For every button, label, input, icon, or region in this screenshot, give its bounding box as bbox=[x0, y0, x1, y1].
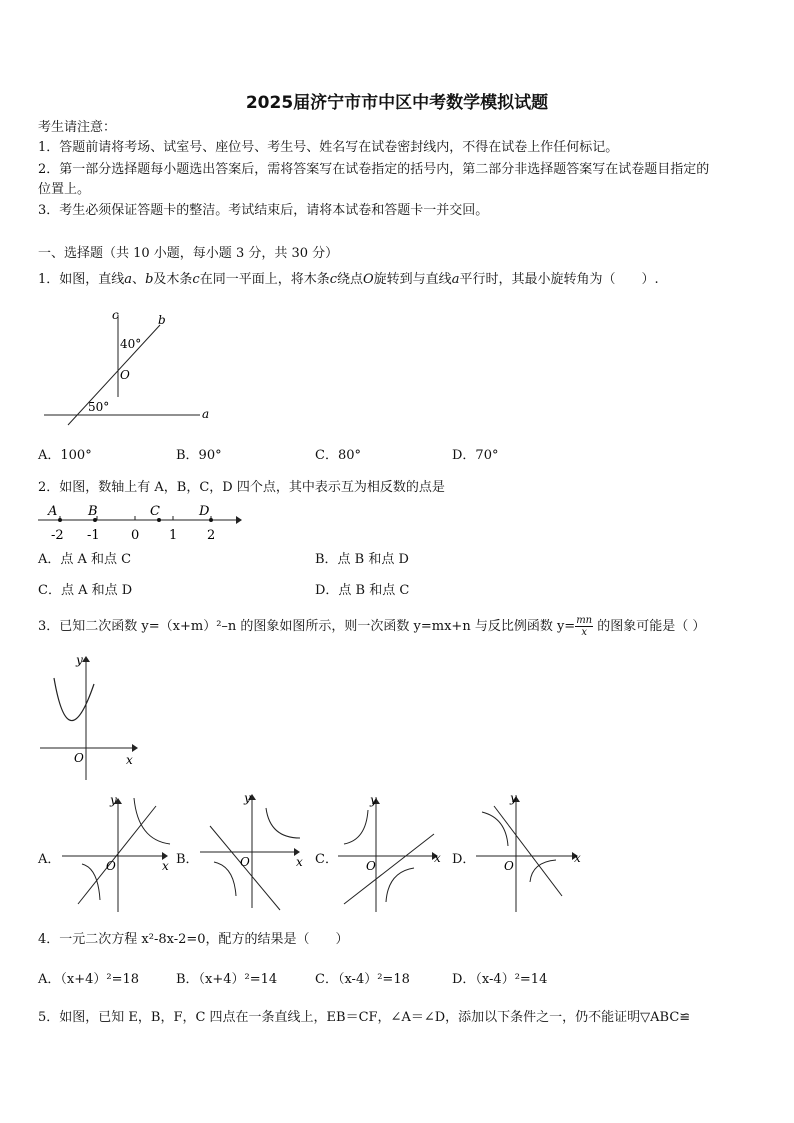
tick-label: 0 bbox=[131, 528, 140, 543]
svg-text:y: y bbox=[510, 792, 517, 805]
svg-text:O: O bbox=[106, 859, 116, 873]
q1-option-d: D．70° bbox=[452, 448, 499, 463]
q3-option-d-label: D． bbox=[452, 852, 476, 867]
svg-text:y: y bbox=[110, 793, 117, 807]
line-c-label: c bbox=[112, 308, 119, 322]
svg-text:y: y bbox=[244, 792, 251, 805]
section-heading: 一、选择题（共 10 小题，每小题 3 分，共 30 分） bbox=[38, 246, 339, 261]
question-2-text: 2．如图，数轴上有 A，B，C，D 四个点，其中表示互为相反数的点是 bbox=[38, 480, 445, 495]
point-b-label: B bbox=[88, 504, 98, 519]
point-a-label: A bbox=[48, 504, 58, 519]
tick-label: -2 bbox=[51, 528, 64, 543]
q4-option-a: A．（x+4）²=18 bbox=[38, 972, 140, 987]
number-line-figure bbox=[36, 500, 246, 546]
question-1-figure bbox=[40, 305, 230, 435]
svg-text:x: x bbox=[434, 851, 441, 865]
x-axis-label: x bbox=[126, 753, 133, 767]
notice-heading: 考生请注意： bbox=[38, 120, 117, 135]
line-a-label: a bbox=[202, 407, 210, 421]
fraction-mn-over-x: $\frac{mn}{x}$ bbox=[576, 615, 593, 638]
q1-option-a: A．100° bbox=[38, 448, 92, 463]
parabola-figure bbox=[40, 652, 140, 782]
q4-option-d: D．（x-4）²=14 bbox=[452, 972, 548, 987]
q2-option-a: A．点 A 和点 C bbox=[38, 552, 132, 567]
y-axis-label: y bbox=[76, 653, 83, 667]
svg-text:x: x bbox=[296, 855, 303, 869]
question-4-text: 4．一元二次方程 x²-8x-2=0，配方的结果是（ ） bbox=[38, 932, 349, 947]
notice-item: 1．答题前请将考场、试室号、座位号、考生号、姓名写在试卷密封线内，不得在试卷上作任何标记。 bbox=[38, 140, 619, 155]
origin-label: O bbox=[74, 751, 84, 765]
tick-label: -1 bbox=[87, 528, 100, 543]
q1-option-c: C．80° bbox=[315, 448, 361, 463]
q3-option-a-graph bbox=[58, 792, 176, 914]
svg-text:O: O bbox=[504, 859, 514, 873]
notice-item: 3．考生必须保证答题卡的整洁。考试结束后，请将本试卷和答题卡一并交回。 bbox=[38, 203, 489, 218]
question-1-text: 1．如图，直线a、b及木条c在同一平面上，将木条c绕点O旋转到与直线a平行时，其最小旋转角为（ ）. bbox=[38, 272, 659, 287]
svg-text:O: O bbox=[240, 855, 250, 869]
svg-text:y: y bbox=[370, 793, 377, 807]
angle-40-label: 40° bbox=[120, 337, 142, 351]
point-d-label: D bbox=[199, 504, 210, 519]
q3-option-c-label: C． bbox=[315, 852, 338, 867]
q4-option-c: C．（x-4）²=18 bbox=[315, 972, 410, 987]
q1-option-b: B．90° bbox=[176, 448, 222, 463]
angle-50-label: 50° bbox=[88, 400, 110, 414]
line-b-label: b bbox=[158, 313, 166, 327]
q2-option-d: D．点 B 和点 C bbox=[315, 583, 410, 598]
page-title: 2025届济宁市市中区中考数学模拟试题 bbox=[245, 93, 549, 113]
q3-option-a-label: A． bbox=[38, 852, 61, 867]
q3-option-c-graph bbox=[334, 792, 452, 914]
svg-text:O: O bbox=[366, 859, 376, 873]
q3-option-b-label: B． bbox=[176, 852, 199, 867]
tick-label: 1 bbox=[169, 528, 178, 543]
tick-label: 2 bbox=[207, 528, 216, 543]
svg-text:x: x bbox=[574, 851, 581, 865]
point-c-label: C bbox=[150, 504, 160, 519]
q3-option-b-graph bbox=[196, 792, 314, 914]
q2-option-b: B．点 B 和点 D bbox=[315, 552, 409, 567]
q3-option-d-graph bbox=[472, 792, 590, 914]
question-5-text: 5．如图，已知 E，B，F，C 四点在一条直线上，EB＝CF，∠A＝∠D，添加以下条件之一，仍不能证明▽ABC≌ bbox=[38, 1010, 691, 1025]
notice-item: 位置上。 bbox=[38, 182, 91, 197]
q4-option-b: B．（x+4）²=14 bbox=[176, 972, 278, 987]
q2-option-c: C．点 A 和点 D bbox=[38, 583, 133, 598]
question-3-text: 3．已知二次函数 y=（x+m）²–n 的图象如图所示，则一次函数 y=mx+n 与反比例函数 y= $\frac{mn}{x}$ 的图象可能是（ ） bbox=[38, 615, 706, 638]
point-o-label: O bbox=[120, 368, 130, 382]
svg-text:x: x bbox=[162, 859, 169, 873]
notice-item: 2．第一部分选择题每小题选出答案后，需将答案写在试卷指定的括号内，第二部分非选择题答案写在试卷题目指定的 bbox=[38, 162, 710, 177]
